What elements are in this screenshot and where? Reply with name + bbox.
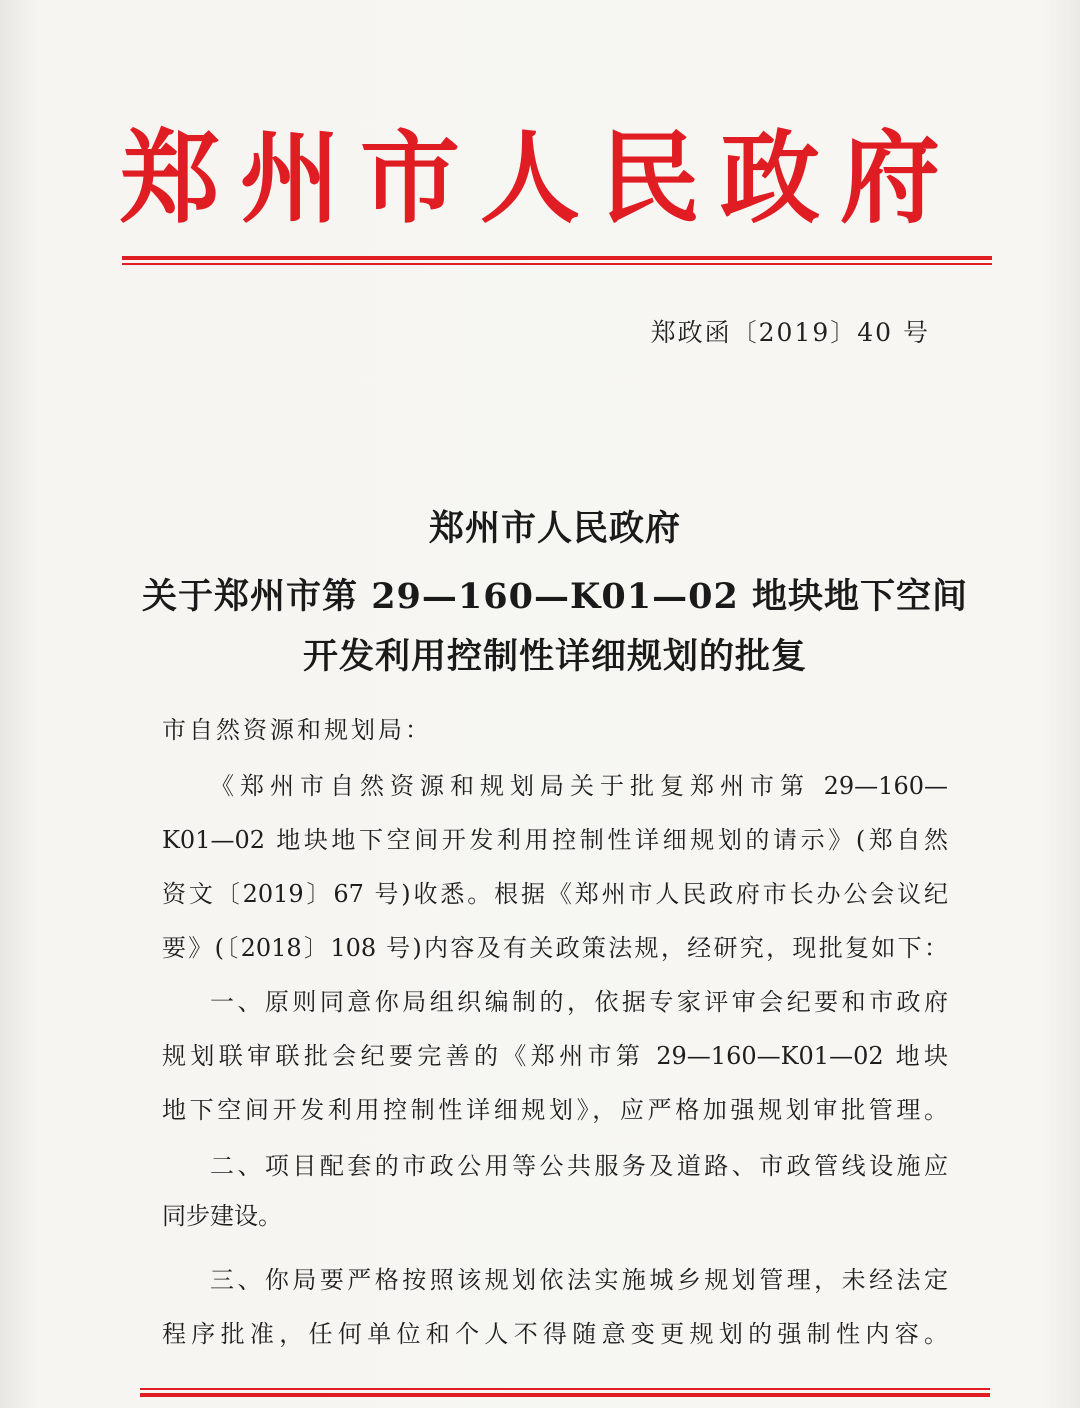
document-number: 郑政函〔2019〕40 号 xyxy=(650,318,930,347)
body-line: 地下空间开发利用控制性详细规划》，应严格加强规划审批管理。 xyxy=(162,1096,948,1124)
body-line: 程序批准，任何单位和个人不得随意变更规划的强制性内容。 xyxy=(162,1320,948,1348)
red-rule-thin xyxy=(140,1388,990,1390)
title-line-3: 开发利用控制性详细规划的批复 xyxy=(302,636,807,677)
red-rule-thin xyxy=(122,263,992,265)
red-footer-rule xyxy=(140,1388,990,1398)
body-line: 要》(〔2018〕108 号)内容及有关政策法规，经研究，现批复如下： xyxy=(162,934,948,962)
red-rule-thick xyxy=(122,256,992,260)
body-line: 一、原则同意你局组织编制的，依据专家评审会纪要和市政府 xyxy=(210,988,948,1016)
body-line: 同步建设。 xyxy=(162,1202,282,1230)
red-rule-thick xyxy=(140,1393,990,1397)
body-line: 三、你局要严格按照该规划依法实施城乡规划管理，未经法定 xyxy=(210,1266,948,1294)
salutation: 市自然资源和规划局： xyxy=(162,716,432,744)
masthead-title: 郑州市人民政府 xyxy=(120,119,960,237)
body-line: 规划联审联批会纪要完善的《郑州市第 29—160—K01—02 地块 xyxy=(162,1042,948,1070)
body-line: 二、项目配套的市政公用等公共服务及道路、市政管线设施应 xyxy=(210,1152,948,1180)
title-line-1: 郑州市人民政府 xyxy=(428,508,681,549)
body-line: 《郑州市自然资源和规划局关于批复郑州市第 29—160— xyxy=(210,772,948,800)
body-line: K01—02 地块地下空间开发利用控制性详细规划的请示》(郑自然 xyxy=(162,826,948,854)
body-line: 资文〔2019〕67 号)收悉。根据《郑州市人民政府市长办公会议纪 xyxy=(162,880,948,908)
title-line-2: 关于郑州市第 29—160—K01—02 地块地下空间 xyxy=(142,576,968,617)
red-header-rule xyxy=(122,256,992,266)
